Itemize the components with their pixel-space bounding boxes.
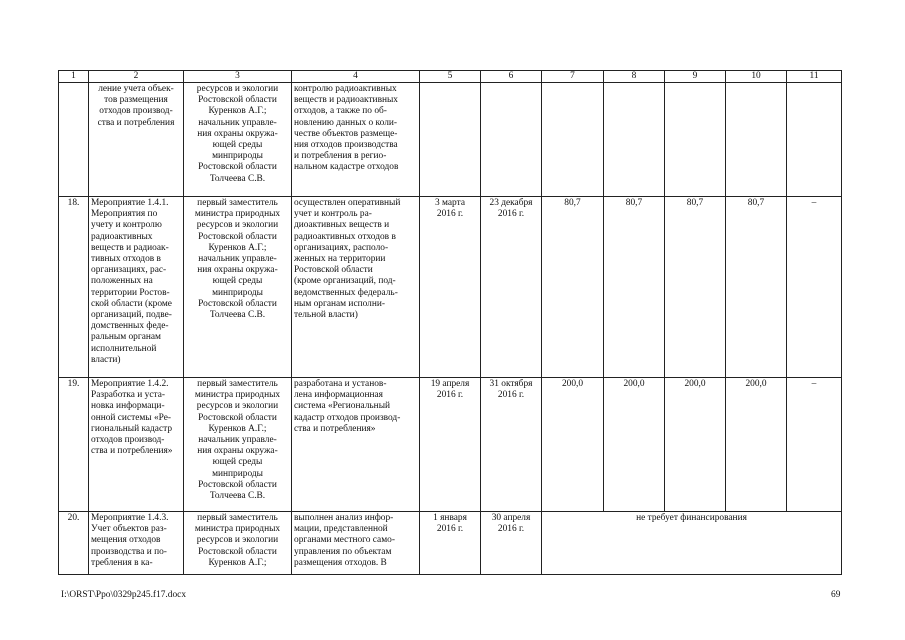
- header-cell: 5: [420, 71, 481, 83]
- file-path: I:\ORST\Ppo\0329p245.f17.docx: [61, 590, 187, 600]
- value-col7: 200,0: [542, 378, 604, 512]
- responsible: ресурсов и экологии Ростовской области Куренков А.Г.; начальник управле- ния охраны окружа- ющей среды минприроды Ростовской области Толчеева С.В.: [184, 83, 292, 197]
- value-col11: –: [787, 197, 842, 378]
- header-cell: 8: [604, 71, 665, 83]
- table-row: [59, 83, 842, 197]
- row-number: 18.: [59, 197, 89, 378]
- header-cell: 11: [787, 71, 842, 83]
- responsible: первый заместитель министра природных ресурсов и экологии Ростовской области Куренков А.Г.; начальник управле- ния охраны окружа- ющей среды минприроды Ростовской области Толчеева С.В.: [184, 197, 292, 378]
- measure-name: Мероприятие 1.4.1. Мероприятия по учету и контролю радиоактивных веществ и радиоак- тивных отходов в организациях, рас- положенных на территории Ростов- ской области (кроме организаций, подве- домственных феде- ральным органам исполнительной власти): [89, 197, 184, 378]
- value-col10: [726, 83, 787, 197]
- header-row: [59, 71, 842, 83]
- responsible: первый заместитель министра природных ресурсов и экологии Ростовской области Куренков А.Г.; начальник управле- ния охраны окружа- ющей среды минприроды Ростовской области Толчеева С.В.: [184, 378, 292, 512]
- table-row: [59, 378, 842, 512]
- row-number: 19.: [59, 378, 89, 512]
- value-col11: [787, 83, 842, 197]
- end-date: 30 апреля 2016 г.: [481, 512, 542, 575]
- value-col8: [604, 83, 665, 197]
- table-row: [59, 197, 842, 378]
- end-date: 23 декабря 2016 г.: [481, 197, 542, 378]
- expected-result: контролю радиоактивных веществ и радиоактивных отходов, а также по об- новлению данных о коли- честве объектов размеще- ния отходов производства и потребления в регио- нальном кадастре отходов: [292, 83, 420, 197]
- value-col7: [542, 83, 604, 197]
- header-cell: 6: [481, 71, 542, 83]
- start-date: [420, 83, 481, 197]
- value-col9: [665, 83, 726, 197]
- funding-note: не требует финансирования: [542, 512, 842, 575]
- header-cell: 7: [542, 71, 604, 83]
- table-row: [59, 512, 842, 575]
- value-col9: 80,7: [665, 197, 726, 378]
- start-date: 1 января 2016 г.: [420, 512, 481, 575]
- value-col10: 80,7: [726, 197, 787, 378]
- value-col7: 80,7: [542, 197, 604, 378]
- header-cell: 9: [665, 71, 726, 83]
- end-date: 31 октября 2016 г.: [481, 378, 542, 512]
- end-date: [481, 83, 542, 197]
- row-number: [59, 83, 89, 197]
- expected-result: разработана и установ- лена информационная система «Региональный кадастр отходов производ- ства и потребления»: [292, 378, 420, 512]
- header-cell: 3: [184, 71, 292, 83]
- header-cell: 10: [726, 71, 787, 83]
- value-col11: –: [787, 378, 842, 512]
- row-number: 20.: [59, 512, 89, 575]
- header-cell: 1: [59, 71, 89, 83]
- header-cell: 4: [292, 71, 420, 83]
- value-col8: 200,0: [604, 378, 665, 512]
- expected-result: осуществлен оперативный учет и контроль ра- диоактивных веществ и радиоактивных отходов в организациях, располо- женных на территории Ростовской области (кроме организаций, под- ведомственных федераль- ным органам исполни- тельной власти): [292, 197, 420, 378]
- header-cell: 2: [89, 71, 184, 83]
- start-date: 19 апреля 2016 г.: [420, 378, 481, 512]
- page-number: 69: [831, 590, 841, 600]
- document-table: [58, 70, 842, 575]
- value-col9: 200,0: [665, 378, 726, 512]
- start-date: 3 марта 2016 г.: [420, 197, 481, 378]
- measure-name: ление учета объек- тов размещения отходов производ- ства и потребления: [89, 83, 184, 197]
- value-col8: 80,7: [604, 197, 665, 378]
- expected-result: выполнен анализ инфор- мации, представленной органами местного само- управления по объектам размещения отходов. В: [292, 512, 420, 575]
- measure-name: Мероприятие 1.4.2. Разработка и уста- новка информаци- онной системы «Ре- гиональный кадастр отходов производ- ства и потребления»: [89, 378, 184, 512]
- value-col10: 200,0: [726, 378, 787, 512]
- measure-name: Мероприятие 1.4.3. Учет объектов раз- мещения отходов производства и по- требления в ка-: [89, 512, 184, 575]
- responsible: первый заместитель министра природных ресурсов и экологии Ростовской области Куренков А.Г.;: [184, 512, 292, 575]
